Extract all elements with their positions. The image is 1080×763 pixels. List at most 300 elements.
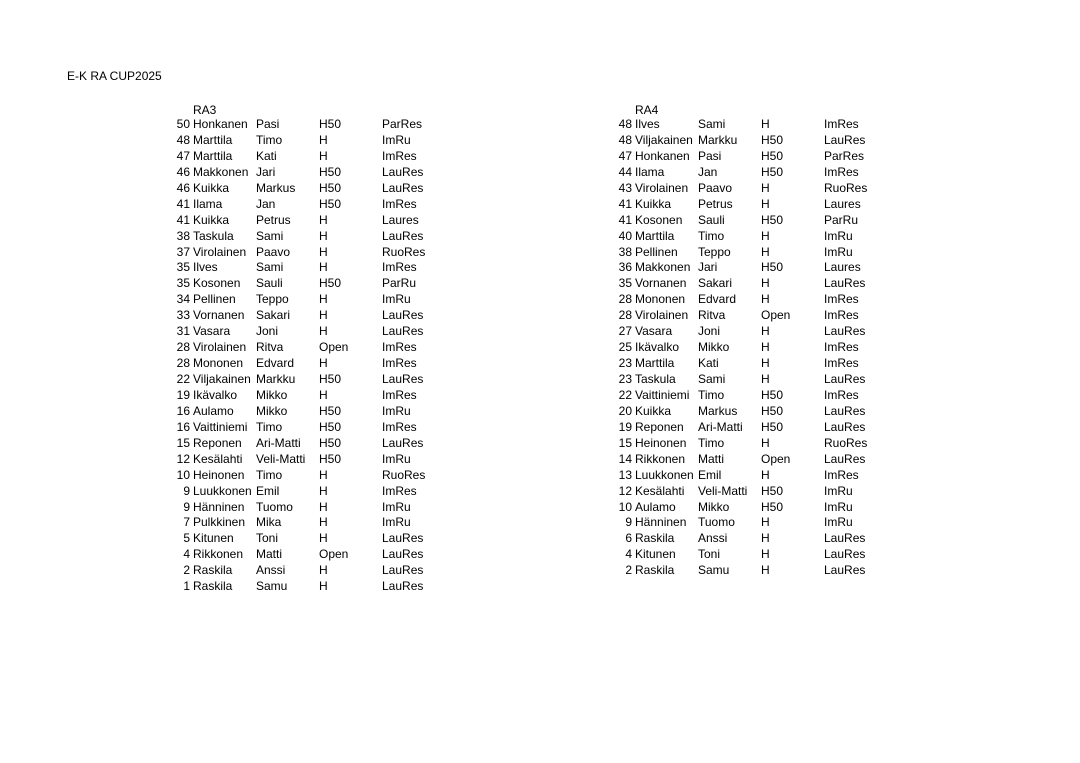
class-cell: H50	[761, 387, 784, 402]
first-name-cell: Timo	[256, 467, 283, 482]
club-cell: ParRes	[382, 117, 423, 131]
last-name-cell: Aulamo	[193, 403, 234, 418]
table-row	[616, 164, 859, 181]
club-cell: ImRu	[824, 483, 853, 498]
first-name-cell: Tuomo	[256, 499, 293, 514]
class-cell: H50	[761, 419, 784, 434]
table-row	[174, 148, 417, 165]
table-row	[616, 132, 866, 149]
first-name-cell: Toni	[256, 531, 279, 546]
class-cell: H50	[319, 276, 342, 291]
last-name-cell: Honkanen	[193, 117, 248, 131]
club-cell: LauRes	[382, 228, 424, 243]
points-cell: 36	[618, 260, 632, 275]
class-cell: H50	[761, 499, 784, 514]
class-cell: H	[319, 228, 328, 243]
table-row	[174, 132, 411, 149]
points-cell: 12	[176, 451, 190, 466]
points-cell: 2	[625, 563, 632, 578]
points-cell: 33	[176, 308, 190, 323]
points-cell: 48	[176, 132, 190, 147]
table-row	[174, 324, 424, 340]
table-row	[174, 260, 417, 276]
points-cell: 10	[176, 467, 190, 482]
points-cell: 35	[176, 276, 190, 291]
last-name-cell: Honkanen	[635, 148, 690, 163]
points-cell: 22	[618, 387, 632, 402]
club-cell: ImRes	[824, 340, 859, 355]
class-cell: H50	[761, 483, 784, 498]
last-name-cell: Heinonen	[635, 435, 687, 450]
first-name-cell: Tuomo	[698, 515, 735, 530]
page-title: E-K RA CUP2025	[67, 69, 162, 83]
last-name-cell: Kuikka	[193, 212, 230, 227]
class-cell: H	[761, 563, 770, 578]
points-cell: 19	[176, 387, 190, 402]
last-name-cell: Makkonen	[635, 260, 691, 275]
first-name-cell: Pasi	[698, 148, 722, 163]
club-cell: LauRes	[824, 372, 866, 386]
last-name-cell: Pellinen	[193, 292, 236, 307]
class-cell: H50	[319, 117, 342, 131]
first-name-cell: Timo	[698, 435, 725, 450]
club-cell: LauRes	[824, 563, 866, 578]
club-cell: RuoRes	[382, 244, 426, 259]
club-cell: ImRes	[824, 467, 859, 482]
points-cell: 16	[176, 403, 190, 418]
points-cell: 9	[183, 499, 190, 514]
last-name-cell: Ilves	[193, 260, 218, 275]
class-cell: H50	[761, 403, 784, 418]
last-name-cell: Kuikka	[635, 403, 672, 418]
table-row	[616, 196, 861, 213]
last-name-cell: Virolainen	[635, 180, 689, 195]
first-name-cell: Markus	[256, 180, 296, 195]
last-name-cell: Ilama	[193, 196, 223, 211]
class-cell: H50	[761, 164, 784, 179]
class-cell: H	[761, 467, 770, 482]
club-cell: LauRes	[824, 547, 866, 562]
first-name-cell: Toni	[698, 547, 721, 562]
last-name-cell: Virolainen	[193, 244, 247, 259]
table-row	[174, 180, 424, 197]
class-cell: H	[319, 260, 328, 275]
table-row	[174, 356, 417, 372]
points-cell: 37	[176, 244, 190, 259]
points-cell: 7	[183, 515, 190, 530]
club-cell: LauRes	[824, 276, 866, 291]
points-cell: 12	[618, 483, 632, 498]
last-name-cell: Vasara	[635, 324, 673, 339]
class-cell: H50	[319, 196, 342, 211]
first-name-cell: Markku	[698, 132, 738, 147]
first-name-cell: Samu	[698, 563, 730, 578]
table-title: RA3	[193, 103, 217, 117]
first-name-cell: Markus	[698, 403, 738, 418]
table-row	[616, 563, 866, 579]
first-name-cell: Markku	[256, 372, 296, 386]
first-name-cell: Sami	[256, 228, 284, 243]
class-cell: H	[761, 515, 770, 530]
table-row	[174, 467, 426, 484]
club-cell: Laures	[382, 212, 419, 227]
table-row	[616, 276, 866, 292]
first-name-cell: Sakari	[256, 308, 291, 323]
results-table-ra4	[616, 103, 868, 579]
class-cell: H50	[319, 435, 342, 450]
table-row	[616, 467, 859, 484]
club-cell: ImRes	[382, 419, 417, 434]
table-row	[174, 372, 424, 388]
last-name-cell: Raskila	[635, 531, 675, 546]
last-name-cell: Vasara	[193, 324, 231, 339]
points-cell: 22	[176, 372, 190, 386]
class-cell: H50	[319, 372, 342, 386]
first-name-cell: Samu	[256, 579, 288, 594]
club-cell: LauRes	[382, 308, 424, 323]
club-cell: LauRes	[824, 419, 866, 434]
first-name-cell: Veli-Matti	[256, 451, 306, 466]
class-cell: H	[319, 515, 328, 530]
last-name-cell: Kosonen	[635, 212, 683, 227]
first-name-cell: Matti	[256, 547, 283, 562]
table-row	[174, 228, 424, 245]
club-cell: ImRes	[824, 356, 859, 371]
first-name-cell: Sami	[698, 372, 726, 386]
club-cell: ParRu	[824, 212, 859, 227]
last-name-cell: Mononen	[635, 292, 686, 307]
table-row	[174, 403, 411, 420]
points-cell: 46	[176, 180, 190, 195]
class-cell: H50	[761, 212, 784, 227]
club-cell: RuoRes	[824, 180, 868, 195]
points-cell: 25	[618, 340, 632, 355]
club-cell: ImRu	[382, 132, 411, 147]
last-name-cell: Pellinen	[635, 244, 678, 259]
club-cell: LauRes	[382, 164, 424, 179]
table-row	[616, 372, 866, 388]
last-name-cell: Raskila	[635, 563, 675, 578]
first-name-cell: Timo	[256, 419, 283, 434]
points-cell: 4	[183, 547, 190, 562]
club-cell: LauRes	[824, 531, 866, 546]
club-cell: LauRes	[382, 531, 424, 546]
last-name-cell: Hänninen	[635, 515, 687, 530]
points-cell: 10	[618, 499, 632, 514]
last-name-cell: Marttila	[193, 148, 233, 163]
class-cell: H	[319, 483, 328, 498]
table-row	[616, 292, 859, 308]
table-row	[174, 563, 424, 579]
first-name-cell: Jan	[698, 164, 718, 179]
table-row	[174, 547, 424, 563]
class-cell: H50	[319, 419, 342, 434]
class-cell: H	[761, 435, 770, 450]
club-cell: ImRes	[382, 387, 417, 402]
first-name-cell: Sakari	[698, 276, 733, 291]
last-name-cell: Marttila	[193, 132, 233, 147]
table-row	[616, 308, 859, 324]
club-cell: ImRes	[382, 483, 417, 498]
table-row	[616, 499, 853, 516]
first-name-cell: Anssi	[698, 531, 728, 546]
club-cell: ImRes	[382, 356, 417, 371]
points-cell: 35	[618, 276, 632, 291]
club-cell: LauRes	[382, 547, 424, 562]
club-cell: LauRes	[824, 403, 866, 418]
class-cell: H	[761, 228, 770, 243]
class-cell: H	[319, 531, 328, 546]
points-cell: 48	[618, 132, 632, 147]
class-cell: H	[319, 579, 328, 594]
table-row	[616, 228, 853, 245]
table-row	[616, 547, 866, 563]
first-name-cell: Joni	[256, 324, 279, 339]
points-cell: 41	[618, 212, 632, 227]
first-name-cell: Edvard	[256, 356, 295, 371]
last-name-cell: Virolainen	[635, 308, 689, 323]
class-cell: H	[761, 292, 770, 307]
points-cell: 2	[183, 563, 190, 578]
points-cell: 41	[176, 196, 190, 211]
points-cell: 19	[618, 419, 632, 434]
club-cell: LauRes	[382, 324, 424, 339]
table-row	[174, 515, 411, 531]
table-row	[174, 531, 424, 547]
points-cell: 35	[176, 260, 190, 275]
points-cell: 38	[618, 244, 632, 259]
points-cell: 41	[618, 196, 632, 211]
club-cell: Laures	[824, 196, 861, 211]
table-row	[174, 340, 417, 356]
table-row	[616, 435, 868, 452]
club-cell: LauRes	[382, 435, 424, 450]
class-cell: H	[761, 372, 770, 386]
class-cell: Open	[319, 340, 349, 355]
table-body	[616, 117, 868, 579]
class-cell: H	[319, 563, 328, 578]
class-cell: H	[761, 180, 770, 195]
points-cell: 47	[176, 148, 190, 163]
points-cell: 1	[183, 579, 190, 594]
points-cell: 16	[176, 419, 190, 434]
class-cell: H	[319, 244, 328, 259]
first-name-cell: Petrus	[698, 196, 733, 211]
last-name-cell: Virolainen	[193, 340, 247, 355]
last-name-cell: Raskila	[193, 563, 233, 578]
club-cell: ImRes	[824, 292, 859, 307]
club-cell: ImRu	[382, 499, 411, 514]
points-cell: 46	[176, 164, 190, 179]
class-cell: H	[761, 531, 770, 546]
table-row	[174, 451, 411, 468]
last-name-cell: Rikkonen	[635, 451, 686, 466]
club-cell: ImRes	[382, 148, 417, 163]
table-row	[616, 180, 868, 197]
last-name-cell: Luukkonen	[635, 467, 694, 482]
class-cell: H	[319, 148, 328, 163]
points-cell: 9	[183, 483, 190, 498]
class-cell: Open	[761, 451, 791, 466]
club-cell: ImRes	[824, 164, 859, 179]
points-cell: 50	[176, 117, 190, 131]
club-cell: ImRes	[382, 260, 417, 275]
table-row	[616, 117, 859, 133]
first-name-cell: Sami	[256, 260, 284, 275]
class-cell: Open	[319, 547, 349, 562]
class-cell: H	[761, 244, 770, 259]
first-name-cell: Edvard	[698, 292, 737, 307]
table-row	[616, 260, 861, 276]
table-row	[616, 244, 853, 261]
last-name-cell: Viljakainen	[193, 372, 251, 386]
class-cell: H	[319, 212, 328, 227]
class-cell: H50	[319, 180, 342, 195]
last-name-cell: Kuikka	[635, 196, 672, 211]
last-name-cell: Reponen	[193, 435, 242, 450]
points-cell: 48	[618, 117, 632, 131]
club-cell: ImRu	[382, 403, 411, 418]
first-name-cell: Emil	[698, 467, 722, 482]
last-name-cell: Reponen	[635, 419, 684, 434]
club-cell: LauRes	[824, 324, 866, 339]
class-cell: H	[319, 292, 328, 307]
class-cell: H50	[319, 403, 342, 418]
club-cell: ImRes	[824, 387, 859, 402]
club-cell: ImRes	[824, 308, 859, 323]
class-cell: H	[319, 132, 328, 147]
table-row	[616, 387, 859, 404]
first-name-cell: Timo	[256, 132, 283, 147]
last-name-cell: Kosonen	[193, 276, 241, 291]
club-cell: RuoRes	[824, 435, 868, 450]
first-name-cell: Timo	[698, 387, 725, 402]
class-cell: H	[319, 499, 328, 514]
table-row	[616, 148, 865, 165]
first-name-cell: Sauli	[256, 276, 283, 291]
table-row	[616, 419, 866, 436]
table-row	[616, 515, 853, 531]
last-name-cell: Raskila	[193, 579, 233, 594]
table-row	[616, 483, 853, 500]
club-cell: ImRes	[824, 117, 859, 131]
club-cell: ImRes	[382, 196, 417, 211]
points-cell: 14	[618, 451, 632, 466]
points-cell: 20	[618, 403, 632, 418]
first-name-cell: Ritva	[698, 308, 726, 323]
club-cell: LauRes	[824, 451, 866, 466]
last-name-cell: Vaittiniemi	[193, 419, 248, 434]
last-name-cell: Taskula	[635, 372, 676, 386]
first-name-cell: Mikko	[698, 340, 730, 355]
first-name-cell: Joni	[698, 324, 721, 339]
table-row	[616, 403, 866, 420]
club-cell: ImRu	[382, 515, 411, 530]
table-row	[616, 212, 859, 229]
points-cell: 9	[625, 515, 632, 530]
first-name-cell: Mika	[256, 515, 282, 530]
points-cell: 34	[176, 292, 190, 307]
table-row	[174, 244, 426, 261]
results-table-ra3	[174, 103, 426, 595]
points-cell: 41	[176, 212, 190, 227]
points-cell: 15	[618, 435, 632, 450]
first-name-cell: Mikko	[256, 403, 288, 418]
first-name-cell: Matti	[698, 451, 725, 466]
table-row	[174, 419, 417, 436]
class-cell: H50	[761, 148, 784, 163]
table-row	[616, 324, 866, 340]
class-cell: H	[319, 387, 328, 402]
class-cell: H50	[319, 164, 342, 179]
last-name-cell: Kitunen	[635, 547, 676, 562]
first-name-cell: Mikko	[256, 387, 288, 402]
first-name-cell: Paavo	[256, 244, 291, 259]
club-cell: ParRu	[382, 276, 417, 291]
club-cell: ImRu	[382, 451, 411, 466]
club-cell: LauRes	[382, 579, 424, 594]
first-name-cell: Sauli	[698, 212, 725, 227]
class-cell: H	[319, 467, 328, 482]
last-name-cell: Kuikka	[193, 180, 230, 195]
points-cell: 27	[618, 324, 632, 339]
last-name-cell: Mononen	[193, 356, 244, 371]
points-cell: 28	[176, 340, 190, 355]
points-cell: 5	[183, 531, 190, 546]
last-name-cell: Rikkonen	[193, 547, 244, 562]
table-row	[616, 356, 859, 372]
class-cell: H	[761, 547, 770, 562]
table-row	[174, 435, 424, 452]
last-name-cell: Kesälahti	[635, 483, 685, 498]
first-name-cell: Teppo	[698, 244, 731, 259]
class-cell: H50	[761, 260, 784, 275]
first-name-cell: Kati	[256, 148, 277, 163]
table-title: RA4	[635, 103, 659, 117]
class-cell: H	[319, 308, 328, 323]
last-name-cell: Ilves	[635, 117, 660, 131]
class-cell: H	[761, 340, 770, 355]
club-cell: ImRu	[382, 292, 411, 307]
table-row	[616, 340, 859, 356]
first-name-cell: Sami	[698, 117, 726, 131]
last-name-cell: Hänninen	[193, 499, 245, 514]
points-cell: 6	[625, 531, 632, 546]
first-name-cell: Jan	[256, 196, 276, 211]
table-row	[174, 276, 417, 292]
club-cell: ImRu	[824, 244, 853, 259]
last-name-cell: Luukkonen	[193, 483, 252, 498]
last-name-cell: Kesälahti	[193, 451, 243, 466]
club-cell: LauRes	[382, 372, 424, 386]
class-cell: H50	[319, 451, 342, 466]
first-name-cell: Pasi	[256, 117, 280, 131]
points-cell: 43	[618, 180, 632, 195]
points-cell: 40	[618, 228, 632, 243]
points-cell: 13	[618, 467, 632, 482]
points-cell: 23	[618, 372, 632, 386]
club-cell: ImRes	[382, 340, 417, 355]
points-cell: 28	[618, 292, 632, 307]
table-row	[616, 451, 866, 468]
last-name-cell: Vornanen	[193, 308, 245, 323]
last-name-cell: Marttila	[635, 228, 675, 243]
last-name-cell: Ikävalko	[635, 340, 680, 355]
last-name-cell: Ikävalko	[193, 387, 238, 402]
first-name-cell: Veli-Matti	[698, 483, 748, 498]
class-cell: H	[319, 324, 328, 339]
points-cell: 44	[618, 164, 632, 179]
